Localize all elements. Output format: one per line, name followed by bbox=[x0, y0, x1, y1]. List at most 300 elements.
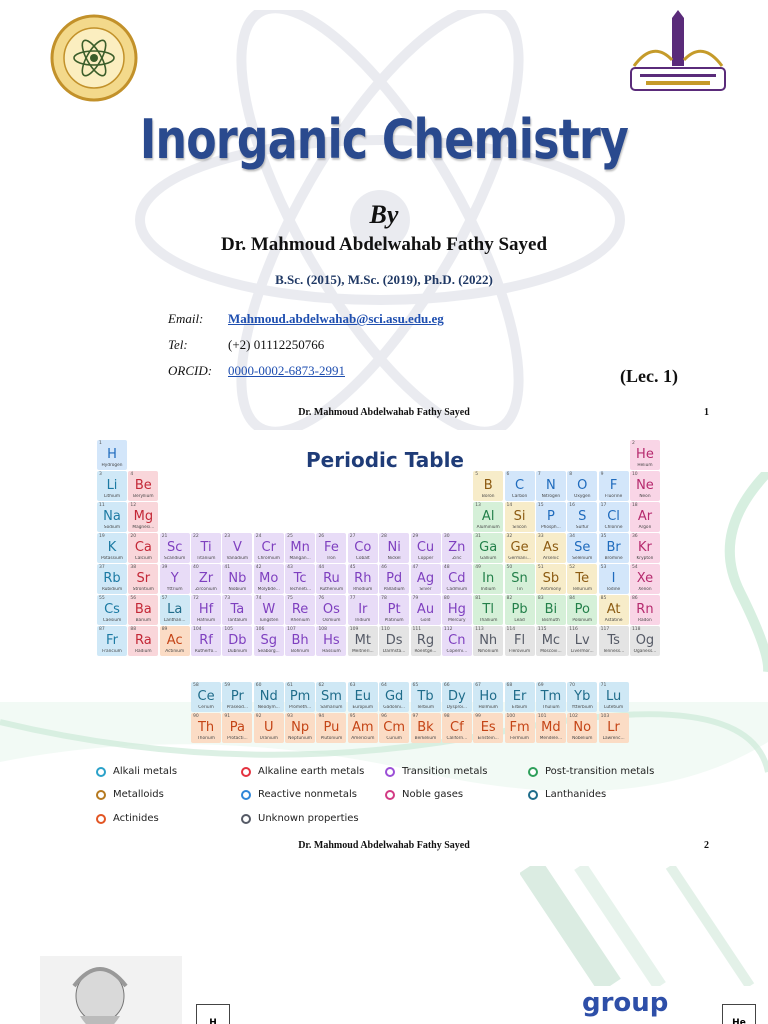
element-name: Dysproi... bbox=[446, 705, 468, 710]
element-symbol: Se bbox=[574, 540, 591, 555]
element-name: Sulfur bbox=[575, 525, 589, 530]
atomic-number: 70 bbox=[569, 683, 575, 688]
orcid-row bbox=[168, 358, 444, 384]
legend-label: Transition metals bbox=[402, 766, 488, 777]
element-name: Radon bbox=[638, 618, 652, 623]
atomic-number: 34 bbox=[569, 534, 575, 539]
element-name: Barium bbox=[135, 618, 152, 623]
atomic-number: 74 bbox=[255, 596, 262, 601]
element-name: Platinum bbox=[384, 618, 404, 623]
element-cell-rn bbox=[630, 595, 660, 625]
atomic-number: 9 bbox=[600, 472, 604, 477]
element-name: Francium bbox=[102, 649, 122, 654]
element-symbol: Cu bbox=[416, 540, 435, 555]
element-cell-nb bbox=[222, 564, 252, 594]
element-name: Fermium bbox=[510, 736, 529, 741]
element-cell-md bbox=[536, 713, 566, 743]
element-symbol: Lu bbox=[605, 689, 622, 704]
scientist-portrait bbox=[40, 956, 182, 1024]
element-symbol: Ts bbox=[607, 633, 620, 648]
element-symbol: Ga bbox=[479, 540, 498, 555]
legend-label: Reactive nonmetals bbox=[258, 789, 357, 800]
ain-shams-university-logo bbox=[628, 10, 728, 96]
element-name: Dubnium bbox=[227, 649, 248, 654]
element-name: Gold bbox=[420, 618, 431, 623]
element-name: Zinc bbox=[452, 556, 462, 561]
element-name: Protacti... bbox=[227, 736, 248, 741]
tel-value: (+2) 01112250766 bbox=[228, 337, 325, 352]
element-symbol: Er bbox=[512, 689, 527, 704]
element-cell-ag bbox=[411, 564, 441, 594]
element-symbol: Ta bbox=[230, 602, 245, 617]
atomic-number: 114 bbox=[506, 627, 516, 632]
element-name: Samarium bbox=[320, 705, 343, 710]
element-cell-th bbox=[191, 713, 221, 743]
atomic-number: 19 bbox=[99, 534, 105, 539]
element-symbol: Cs bbox=[104, 602, 120, 617]
element-name: Rubidium bbox=[101, 587, 123, 592]
element-symbol: Gd bbox=[384, 689, 404, 704]
element-cell-pd bbox=[379, 564, 409, 594]
atomic-number: 66 bbox=[443, 683, 450, 688]
atomic-number: 97 bbox=[412, 714, 419, 719]
element-symbol: Ac bbox=[166, 633, 183, 648]
element-name: Arsenic bbox=[542, 556, 559, 561]
document-title: Inorganic Chemistry bbox=[139, 108, 629, 171]
element-name: Seaborg... bbox=[257, 649, 280, 654]
legend-item bbox=[96, 766, 177, 777]
atomic-number: 48 bbox=[443, 565, 450, 570]
element-name: Strontium bbox=[132, 587, 154, 592]
element-cell-ru bbox=[316, 564, 346, 594]
element-name: Nickel bbox=[387, 556, 401, 561]
page-number: 1 bbox=[704, 407, 709, 418]
atomic-number: 31 bbox=[475, 534, 481, 539]
element-cell-o bbox=[567, 471, 597, 501]
element-symbol: Cm bbox=[383, 720, 406, 735]
atomic-number: 35 bbox=[600, 534, 607, 539]
element-name: Bismuth bbox=[542, 618, 560, 623]
legend-item bbox=[241, 766, 364, 777]
footer-author: Dr. Mahmoud Abdelwahab Fathy Sayed bbox=[298, 840, 470, 851]
element-cell-cn bbox=[442, 626, 472, 656]
element-symbol: Na bbox=[103, 509, 121, 524]
atomic-number: 91 bbox=[224, 714, 231, 719]
element-cell-cl bbox=[599, 502, 629, 532]
element-name: Copper bbox=[417, 556, 434, 561]
atomic-number: 73 bbox=[224, 596, 231, 601]
legend-item bbox=[241, 789, 357, 800]
element-symbol: Np bbox=[291, 720, 310, 735]
element-name: Lutetium bbox=[604, 705, 624, 710]
element-cell-he bbox=[630, 440, 660, 470]
element-name: Lithium bbox=[103, 494, 121, 499]
element-cell-fm bbox=[505, 713, 535, 743]
atomic-number: 23 bbox=[224, 534, 231, 539]
element-symbol: Ru bbox=[323, 571, 340, 586]
element-cell-ca bbox=[128, 533, 158, 563]
element-name: Mendele... bbox=[539, 736, 563, 741]
element-name: Europium bbox=[352, 705, 374, 710]
legend-label: Alkaline earth metals bbox=[258, 766, 365, 777]
element-name: Terbium bbox=[416, 705, 435, 710]
element-symbol: O bbox=[577, 478, 588, 493]
element-name: Neodym... bbox=[257, 705, 280, 710]
element-cell-ge bbox=[505, 533, 535, 563]
element-symbol: Fl bbox=[514, 633, 526, 648]
element-symbol: N bbox=[546, 478, 556, 493]
element-symbol: Lr bbox=[607, 720, 620, 735]
element-cell-sm bbox=[316, 682, 346, 712]
element-cell-xe bbox=[630, 564, 660, 594]
element-name: Helium bbox=[637, 463, 653, 468]
legend-swatch-icon bbox=[385, 790, 395, 800]
element-symbol: Bk bbox=[417, 720, 434, 735]
element-name: Yttrium bbox=[166, 587, 183, 592]
atomic-number: 78 bbox=[381, 596, 387, 601]
element-name: Indium bbox=[480, 587, 496, 592]
element-symbol: Ag bbox=[416, 571, 435, 586]
atomic-number: 77 bbox=[349, 596, 356, 601]
element-cell-yb bbox=[567, 682, 597, 712]
atomic-number: 61 bbox=[287, 683, 293, 688]
element-name: Krypton bbox=[636, 556, 654, 561]
atomic-number: 38 bbox=[130, 565, 137, 570]
element-cell-sb bbox=[536, 564, 566, 594]
atomic-number: 51 bbox=[537, 565, 544, 570]
atomic-number: 72 bbox=[193, 596, 199, 601]
element-cell-cu bbox=[411, 533, 441, 563]
element-name: Nihonium bbox=[477, 649, 499, 654]
email-row bbox=[168, 306, 444, 332]
atomic-number: 6 bbox=[506, 472, 510, 477]
atomic-number: 18 bbox=[631, 503, 638, 508]
element-name: Iridium bbox=[355, 618, 371, 623]
element-name: Neon bbox=[639, 494, 651, 499]
atomic-number: 67 bbox=[475, 683, 481, 688]
atomic-number: 7 bbox=[537, 472, 541, 477]
portrait-icon bbox=[40, 956, 182, 1024]
element-cell-dy bbox=[442, 682, 472, 712]
atomic-number: 42 bbox=[255, 565, 262, 570]
atomic-number: 81 bbox=[475, 596, 481, 601]
corner-wave-decoration bbox=[680, 472, 768, 672]
atomic-number: 4 bbox=[130, 472, 134, 477]
element-symbol: Ho bbox=[479, 689, 498, 704]
element-cell-mo bbox=[254, 564, 284, 594]
element-cell-nd bbox=[254, 682, 284, 712]
element-symbol: Be bbox=[134, 478, 152, 493]
atomic-number: 40 bbox=[193, 565, 199, 570]
element-cell-rb bbox=[97, 564, 127, 594]
element-cell-bi bbox=[536, 595, 566, 625]
element-symbol: Li bbox=[106, 478, 118, 493]
element-cell-as bbox=[536, 533, 566, 563]
element-cell-cf bbox=[442, 713, 472, 743]
element-symbol: F bbox=[609, 478, 618, 493]
element-symbol: La bbox=[167, 602, 183, 617]
atomic-number: 118 bbox=[631, 627, 641, 632]
element-symbol: Rf bbox=[199, 633, 213, 648]
orcid-link[interactable]: 0000-0002-6873-2991 bbox=[228, 363, 345, 378]
element-cell-ni bbox=[379, 533, 409, 563]
element-symbol: Tc bbox=[293, 571, 307, 586]
atomic-number: 52 bbox=[569, 565, 575, 570]
element-symbol: Ce bbox=[197, 689, 215, 704]
element-name: Nitrogen bbox=[541, 494, 561, 499]
element-symbol: Sm bbox=[320, 689, 342, 704]
element-symbol: Re bbox=[291, 602, 309, 617]
element-cell-lr bbox=[599, 713, 629, 743]
page-number: 2 bbox=[704, 840, 709, 851]
atomic-number: 104 bbox=[193, 627, 202, 632]
element-cell-pb bbox=[505, 595, 535, 625]
element-name: Germani... bbox=[508, 556, 531, 561]
element-symbol: Yb bbox=[574, 689, 591, 704]
element-name: Thallium bbox=[478, 618, 498, 623]
element-symbol: Ti bbox=[200, 540, 212, 555]
element-name: Beryllium bbox=[133, 494, 154, 499]
element-symbol: Pm bbox=[289, 689, 311, 704]
element-symbol: Sn bbox=[511, 571, 528, 586]
element-name: Americium bbox=[351, 736, 375, 741]
atomic-number: 54 bbox=[631, 565, 638, 570]
element-cell-p bbox=[536, 502, 566, 532]
atomic-number: 8 bbox=[569, 472, 573, 477]
element-cell-ir bbox=[348, 595, 378, 625]
element-symbol: Zn bbox=[448, 540, 466, 555]
element-cell-kr bbox=[630, 533, 660, 563]
atomic-number: 59 bbox=[224, 683, 231, 688]
atomic-number: 50 bbox=[506, 565, 513, 570]
element-name: Techneti... bbox=[289, 587, 312, 592]
element-symbol: Pu bbox=[323, 720, 340, 735]
atomic-number: 47 bbox=[412, 565, 419, 570]
element-name: Tin bbox=[516, 587, 523, 592]
element-symbol: Rn bbox=[636, 602, 654, 617]
element-name: Radium bbox=[135, 649, 152, 654]
element-symbol: K bbox=[107, 540, 117, 555]
element-name: Niobium bbox=[228, 587, 247, 592]
element-symbol: Br bbox=[606, 540, 621, 555]
atomic-number: 75 bbox=[287, 596, 293, 601]
element-symbol: U bbox=[263, 720, 274, 735]
element-cell-li bbox=[97, 471, 127, 501]
element-cell-i bbox=[599, 564, 629, 594]
element-name: Cobalt bbox=[355, 556, 370, 561]
element-cell-co bbox=[348, 533, 378, 563]
element-cell-s bbox=[567, 502, 597, 532]
element-name: Sodium bbox=[103, 525, 121, 530]
legend-item bbox=[96, 789, 164, 800]
element-symbol: Am bbox=[352, 720, 374, 735]
element-cell-tm bbox=[536, 682, 566, 712]
element-cell-al bbox=[473, 502, 503, 532]
element-symbol: Y bbox=[170, 571, 179, 586]
element-symbol: H bbox=[107, 447, 117, 462]
element-cell-mn bbox=[285, 533, 315, 563]
atomic-number: 10 bbox=[631, 472, 638, 477]
element-name: Erbium bbox=[511, 705, 528, 710]
lecture-number: (Lec. 1) bbox=[620, 366, 678, 386]
legend-label: Actinides bbox=[113, 813, 159, 824]
element-symbol: Cl bbox=[607, 509, 620, 524]
element-name: Plutonium bbox=[320, 736, 343, 741]
legend-label: Alkali metals bbox=[113, 766, 178, 777]
element-symbol: Os bbox=[322, 602, 340, 617]
element-cell-c bbox=[505, 471, 535, 501]
element-name: Magnesi... bbox=[132, 525, 155, 530]
element-cell-pr bbox=[222, 682, 252, 712]
element-name: Potassium bbox=[101, 556, 123, 561]
element-name: Hafnium bbox=[196, 618, 216, 623]
element-name: Silver bbox=[419, 587, 432, 592]
element-name: Tenness... bbox=[602, 649, 625, 654]
element-cell-am bbox=[348, 713, 378, 743]
atomic-number: 94 bbox=[318, 714, 325, 719]
element-cell-ce bbox=[191, 682, 221, 712]
element-cell-hf bbox=[191, 595, 221, 625]
element-name: Moscovi... bbox=[540, 649, 562, 654]
atomic-number: 30 bbox=[443, 534, 450, 539]
element-cell-cd bbox=[442, 564, 472, 594]
atomic-number: 21 bbox=[161, 534, 168, 539]
element-name: Hassium bbox=[322, 649, 341, 654]
atomic-number: 28 bbox=[381, 534, 387, 539]
atomic-number: 27 bbox=[349, 534, 356, 539]
element-cell-k bbox=[97, 533, 127, 563]
element-symbol: Bi bbox=[544, 602, 558, 617]
element-name: Scandium bbox=[164, 556, 186, 561]
element-name: Silicon bbox=[512, 525, 527, 530]
contact-block bbox=[168, 306, 444, 384]
element-cell-lu bbox=[599, 682, 629, 712]
element-cell-sn bbox=[505, 564, 535, 594]
element-symbol: Sb bbox=[542, 571, 560, 586]
element-symbol: Rb bbox=[103, 571, 121, 586]
element-symbol: Tb bbox=[417, 689, 434, 704]
element-cell-rg bbox=[411, 626, 441, 656]
atomic-number: 55 bbox=[99, 596, 105, 601]
atomic-number: 101 bbox=[537, 714, 547, 719]
element-symbol: S bbox=[578, 509, 587, 524]
hydrogen-cell: H bbox=[196, 1004, 230, 1024]
element-symbol: Co bbox=[354, 540, 372, 555]
element-name: Roentge... bbox=[414, 649, 437, 654]
element-name: Xenon bbox=[638, 587, 652, 592]
atomic-number: 20 bbox=[130, 534, 137, 539]
faculty-of-science-logo bbox=[50, 14, 138, 102]
element-cell-ra bbox=[128, 626, 158, 656]
element-name: Selenium bbox=[572, 556, 593, 561]
element-name: Ruthenium bbox=[319, 587, 344, 592]
element-name: Rutherfo... bbox=[194, 649, 218, 654]
element-name: Thorium bbox=[197, 736, 215, 741]
element-name: Rhenium bbox=[290, 618, 310, 623]
legend-swatch-icon bbox=[96, 767, 106, 777]
element-symbol: Au bbox=[416, 602, 435, 617]
element-cell-er bbox=[505, 682, 535, 712]
element-symbol: In bbox=[482, 571, 495, 586]
atomic-number: 41 bbox=[224, 565, 231, 570]
element-cell-pa bbox=[222, 713, 252, 743]
email-link[interactable]: Mahmoud.abdelwahab@sci.asu.edu.eg bbox=[228, 311, 444, 326]
atomic-number: 29 bbox=[412, 534, 419, 539]
atomic-number: 14 bbox=[506, 503, 513, 508]
legend-item bbox=[528, 789, 606, 800]
legend-swatch-icon bbox=[528, 767, 538, 777]
atomic-number: 98 bbox=[443, 714, 450, 719]
element-symbol: Mc bbox=[541, 633, 561, 648]
email-label: Email: bbox=[168, 311, 204, 326]
element-symbol: Nd bbox=[259, 689, 278, 704]
element-cell-b bbox=[473, 471, 503, 501]
footer-author: Dr. Mahmoud Abdelwahab Fathy Sayed bbox=[298, 407, 470, 418]
element-symbol: Bh bbox=[291, 633, 309, 648]
legend-label: Lanthanides bbox=[545, 789, 607, 800]
atomic-number: 57 bbox=[161, 596, 168, 601]
element-name: Aluminium bbox=[476, 525, 500, 530]
element-symbol: Fr bbox=[106, 633, 118, 648]
element-cell-es bbox=[473, 713, 503, 743]
atomic-number: 13 bbox=[475, 503, 481, 508]
atomic-number: 16 bbox=[569, 503, 575, 508]
atomic-number: 100 bbox=[506, 714, 516, 719]
element-cell-la bbox=[160, 595, 190, 625]
element-cell-fe bbox=[316, 533, 346, 563]
atomic-number: 103 bbox=[600, 714, 610, 719]
atomic-number: 96 bbox=[381, 714, 387, 719]
element-symbol: Po bbox=[574, 602, 590, 617]
element-symbol: Si bbox=[513, 509, 526, 524]
element-cell-pu bbox=[316, 713, 346, 743]
legend-label: Unknown properties bbox=[258, 813, 359, 824]
element-name: Chlorine bbox=[604, 525, 623, 530]
element-cell-ga bbox=[473, 533, 503, 563]
element-symbol: Tm bbox=[540, 689, 562, 704]
element-symbol: Ds bbox=[385, 633, 403, 648]
element-name: Oganess... bbox=[633, 649, 657, 654]
element-name: Nobelium bbox=[571, 736, 593, 741]
element-name: Livermor... bbox=[570, 649, 594, 654]
element-name: Antimony bbox=[540, 587, 562, 592]
element-cell-at bbox=[599, 595, 629, 625]
legend-swatch-icon bbox=[96, 814, 106, 824]
element-name: Vanadium bbox=[226, 556, 249, 561]
element-name: Lanthan... bbox=[163, 618, 186, 623]
element-name: Molybde... bbox=[257, 587, 280, 592]
atomic-number: 79 bbox=[412, 596, 419, 601]
element-name: Tungsten bbox=[259, 618, 279, 623]
element-name: Argon bbox=[638, 525, 652, 530]
atomic-number: 15 bbox=[537, 503, 544, 508]
legend-label: Metalloids bbox=[113, 789, 164, 800]
element-name: Uranium bbox=[259, 736, 278, 741]
element-cell-gd bbox=[379, 682, 409, 712]
element-cell-hg bbox=[442, 595, 472, 625]
periodic-table-title: Periodic Table bbox=[306, 448, 464, 472]
element-name: Neptunium bbox=[288, 736, 312, 741]
element-name: Tantalum bbox=[227, 618, 248, 623]
atomic-number: 89 bbox=[161, 627, 168, 632]
atomic-number: 1 bbox=[99, 441, 102, 446]
element-symbol: Pa bbox=[229, 720, 245, 735]
element-cell-po bbox=[567, 595, 597, 625]
atomic-number: 80 bbox=[443, 596, 450, 601]
element-symbol: Zr bbox=[198, 571, 214, 586]
atomic-number: 112 bbox=[443, 627, 453, 632]
atomic-number: 87 bbox=[99, 627, 105, 632]
